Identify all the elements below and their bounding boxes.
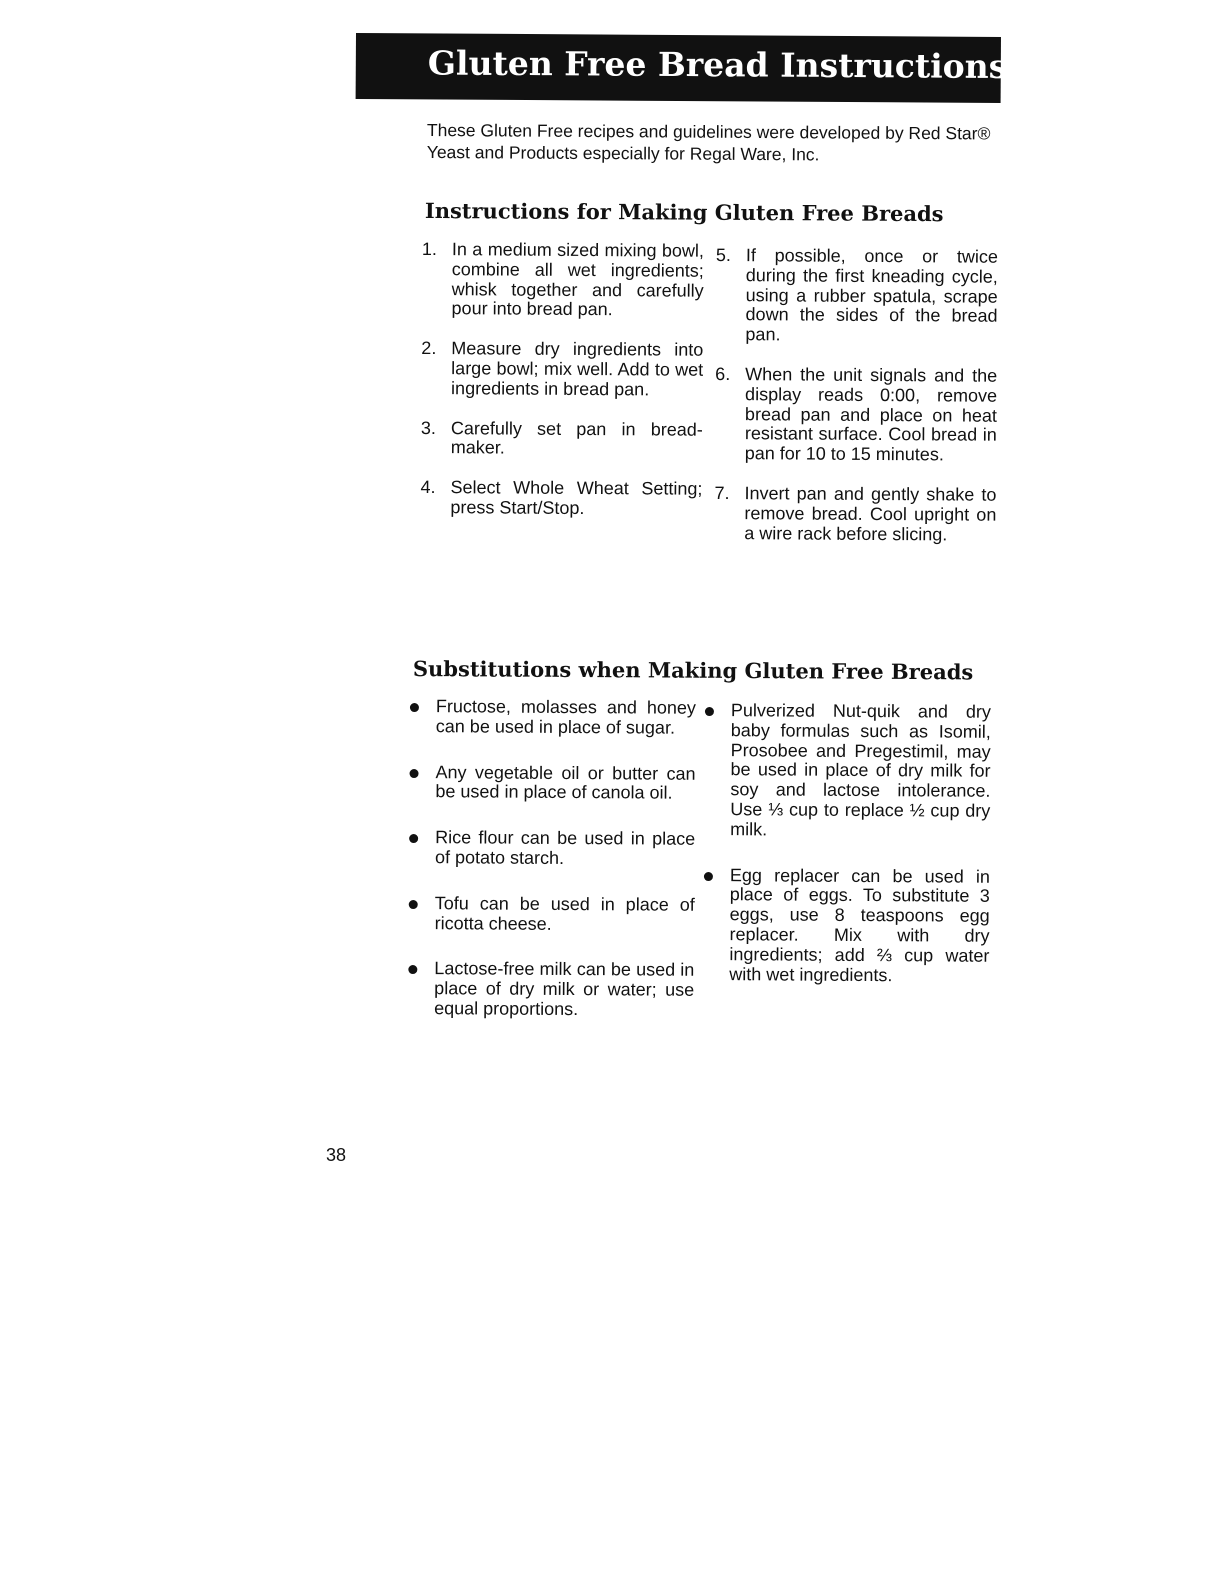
bullet-icon xyxy=(410,703,419,712)
bullet-icon xyxy=(408,965,417,974)
step-text: If possible, once or twice during the first kneading cycle, using a rubber spatula, scrape down the sides of the bread pan. xyxy=(745,245,999,345)
substitution-text: Lactose-free milk can be used in place of dry milk or water; use equal proportions. xyxy=(434,958,695,1020)
instructions-heading: Instructions for Making Gluten Free Breads xyxy=(424,198,944,227)
substitution-text: Pulverized Nut-quik and dry baby formulas such as Isomil, Prosobee and Pregestimil, may be used in place of dry milk for soy and lactose intolerance. Use ⅓ cup to replace ½ cup dry milk. xyxy=(730,700,992,840)
bullet-icon xyxy=(410,769,419,778)
step-number: 5. xyxy=(715,245,732,266)
bullet-icon xyxy=(704,872,713,881)
bullet-icon xyxy=(705,707,714,716)
substitution-text: Any vegetable oil or butter can be used in place of canola oil. xyxy=(435,761,696,804)
step-number: 2. xyxy=(421,338,437,359)
step-number: 3. xyxy=(420,417,436,438)
step-text: Invert pan and gently shake to remove bread. Cool upright on a wire rack before slicing. xyxy=(744,483,997,544)
substitution-item xyxy=(404,959,694,1020)
instruction-step xyxy=(714,484,996,545)
step-text: Carefully set pan in bread-maker. xyxy=(450,417,703,458)
substitution-item xyxy=(405,763,695,804)
step-number: 4. xyxy=(420,477,436,498)
instructions-column-left xyxy=(420,240,704,519)
step-number: 7. xyxy=(714,482,730,504)
substitution-item xyxy=(405,894,695,935)
substitution-text: Tofu can be used in place of ricotta cheese. xyxy=(434,892,695,934)
step-text: When the unit signals and the display reads 0:00, remove bread pan and place on heat resistant surface. Cool bread in pan for 10 to 15 minutes. xyxy=(744,364,998,465)
page-number: 38 xyxy=(326,1145,347,1165)
substitutions-column-left xyxy=(404,697,696,1021)
substitutions-heading: Substitutions when Making Gluten Free Breads xyxy=(412,656,974,685)
bullet-icon xyxy=(409,900,418,909)
title-banner xyxy=(356,33,1008,103)
substitution-text: Egg replacer can be used in place of eggs. To substitute 3 eggs, use 8 teaspoons egg replacer. Mix with dry ingredients; add ⅔ cup water with wet ingredients. xyxy=(729,864,990,985)
step-text: In a medium sized mixing bowl, combine all wet ingredients; whisk together and carefully pour into bread pan. xyxy=(451,239,705,320)
instructions-column-right xyxy=(714,246,998,545)
step-number: 6. xyxy=(715,363,731,385)
page-title: Gluten Free Bread Instructions xyxy=(427,43,1008,86)
substitution-item xyxy=(405,828,695,869)
instruction-step xyxy=(421,419,703,460)
step-text: Measure dry ingredients into large bowl; mix well. Add to wet ingredients in bread pan. xyxy=(451,338,704,400)
intro-paragraph: These Gluten Free recipes and guidelines were developed by Red Star® Yeast and Products especially for Regal Ware, Inc. xyxy=(426,119,991,165)
substitution-text: Fructose, molasses and honey can be used in place of sugar. xyxy=(435,696,697,738)
substitution-item xyxy=(699,866,990,987)
step-text: Select Whole Wheat Setting; press Start/Stop. xyxy=(450,477,703,518)
instruction-step xyxy=(420,478,702,519)
instruction-step xyxy=(421,339,703,400)
instruction-step xyxy=(715,246,998,347)
step-number: 1. xyxy=(421,239,438,260)
substitution-text: Rice flour can be used in place of potato starch. xyxy=(434,827,696,868)
instruction-step xyxy=(715,365,998,466)
instruction-step xyxy=(422,240,704,321)
substitution-item xyxy=(700,701,991,841)
substitutions-column-right xyxy=(699,701,991,986)
substitution-item xyxy=(406,697,696,738)
bullet-icon xyxy=(409,834,418,843)
